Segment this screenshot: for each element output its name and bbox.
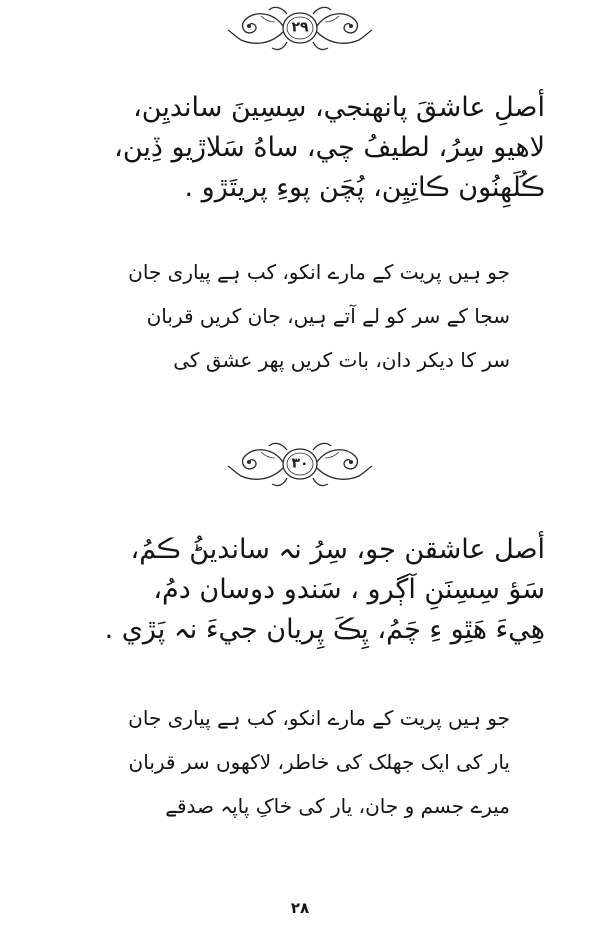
sindhi-verse-line: أصلِ عاشقَ پانهنجي، سِسِينَ سانديِن،	[133, 92, 545, 123]
verse-number: ۲۹	[291, 19, 309, 36]
verse-number: ۳۰	[291, 455, 309, 472]
verse-number-ornament	[225, 2, 375, 54]
urdu-line: جو ہیں پریت کے مارے انکو، کب ہے پیاری جان	[128, 706, 510, 730]
sindhi-verse-line: هِيءَ هَٿِو ءِ چَمُ، پِڪَ پِريان جيءَ نہ پَڙي .	[104, 614, 545, 645]
urdu-line: سر کا دیکر دان، بات کریں پھر عشق کی	[173, 348, 510, 372]
urdu-line: جو ہیں پریت کے مارے انکو، کب ہے پیاری جان	[128, 260, 510, 284]
urdu-line: یار کی ایک جھلک کی خاطر، لاکھوں سر قربان	[128, 750, 510, 774]
page-number: ۲۸	[290, 899, 310, 917]
sindhi-verse-line: أصل عاشقن جو، سِرُ نہ سانديڻُ ڪمُ،	[130, 534, 545, 565]
verse-number-ornament	[225, 438, 375, 490]
sindhi-verse-line: ڪُلَهِنُون ڪاتِيِن، پُچَن پوءِ پريتَڙو .	[184, 172, 545, 203]
sindhi-verse-line: سَؤ سِسِنَنِ آڳرو ، سَندو دوسان دمُ،	[153, 574, 545, 605]
sindhi-verse	[45, 88, 545, 208]
sindhi-verse	[45, 530, 545, 650]
urdu-translation	[90, 250, 510, 382]
urdu-line: سجا کے سر کو لے آتے ہیں، جان کریں قربان	[146, 304, 510, 328]
urdu-line: میرے جسم و جان، یار کی خاکِ پاپہ صدقے	[165, 794, 510, 818]
urdu-translation	[90, 696, 510, 828]
sindhi-verse-line: لاهيو سِرُ، لطيفُ چي، ساهُ سَلاڙيو ڏِين،	[114, 132, 545, 163]
